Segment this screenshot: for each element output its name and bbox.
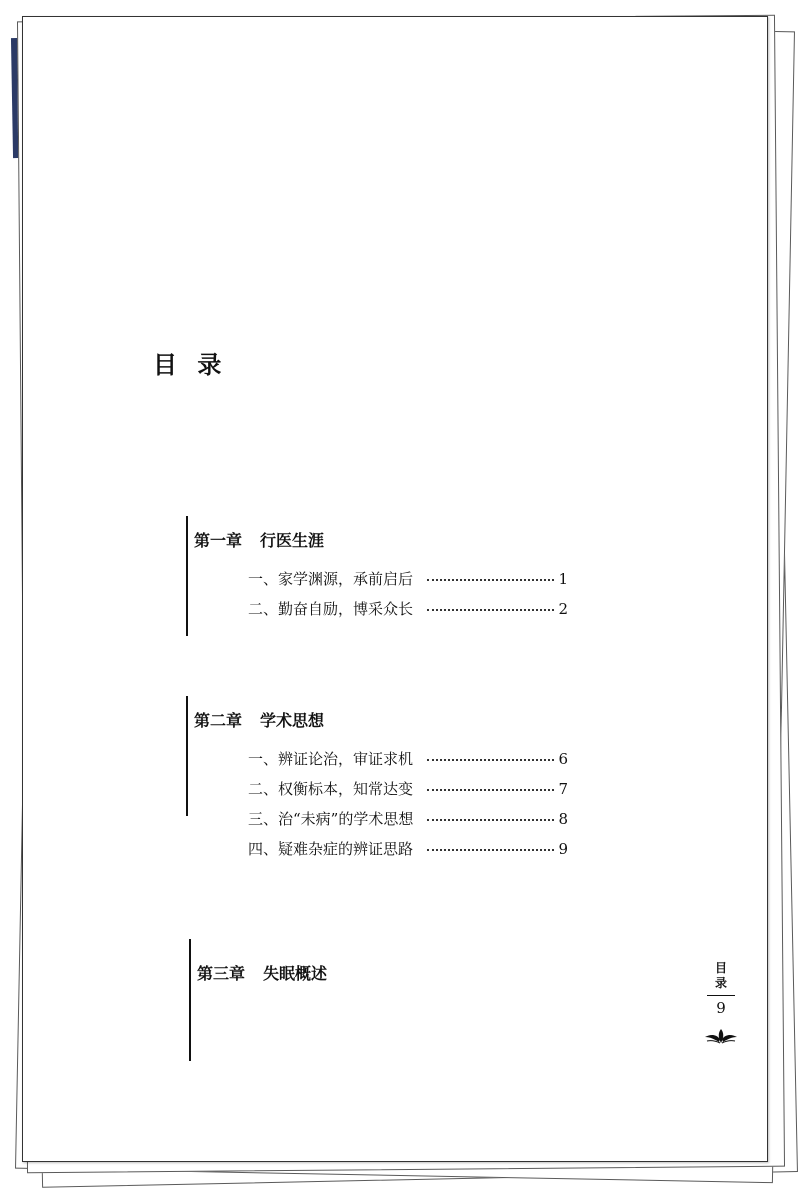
toc-entry-page: 2: [558, 600, 568, 618]
chapter-section: [186, 696, 606, 858]
dot-leader: [427, 781, 554, 791]
toc-entry-list: [248, 748, 568, 868]
running-head-char: 录: [714, 976, 727, 990]
toc-entry-page: 7: [558, 780, 568, 798]
toc-entry[interactable]: [248, 778, 568, 808]
toc-entry-label: 二、权衡标本，知常达变: [248, 780, 414, 798]
toc-entry-page: 9: [558, 840, 568, 858]
chapter-heading[interactable]: [194, 528, 324, 551]
chapter-title: 学术思想: [260, 711, 325, 730]
toc-entry-label: 二、勤奋自励，博采众长: [248, 600, 414, 618]
chapter-rule: [189, 939, 191, 1061]
toc-entry[interactable]: [248, 598, 568, 628]
toc-title: 目 录: [153, 351, 228, 379]
toc-entry[interactable]: [248, 568, 568, 598]
toc-entry[interactable]: [248, 838, 568, 868]
running-head-rule: [707, 995, 735, 996]
toc-entry[interactable]: [248, 808, 568, 838]
toc-entry-label: 四、疑难杂症的辨证思路: [248, 840, 414, 858]
toc-entry-page: 6: [558, 750, 568, 768]
running-head: [703, 961, 739, 1045]
toc-entry-page: 8: [558, 810, 568, 828]
chapter-number: 第三章: [197, 964, 246, 983]
floral-ornament-icon: [703, 1027, 739, 1045]
running-head-char: 目: [714, 961, 727, 975]
dot-leader: [427, 571, 554, 581]
dot-leader: [427, 841, 554, 851]
chapter-rule: [186, 516, 188, 636]
toc-entry-label: 三、治“未病”的学术思想: [248, 810, 414, 828]
chapter-section: [189, 939, 609, 1061]
chapter-section: [186, 516, 606, 636]
chapter-heading[interactable]: [194, 708, 324, 731]
chapter-number: 第二章: [194, 711, 243, 730]
toc-entry-page: 1: [558, 570, 568, 588]
chapter-heading[interactable]: [197, 961, 327, 984]
dot-leader: [427, 601, 554, 611]
toc-entry-label: 一、家学渊源，承前启后: [248, 570, 414, 588]
chapter-title: 行医生涯: [260, 531, 325, 550]
dot-leader: [427, 751, 554, 761]
toc-entry[interactable]: [248, 748, 568, 778]
toc-entry-list: [248, 568, 568, 628]
chapter-title: 失眠概述: [263, 964, 328, 983]
toc-page: [22, 16, 768, 1162]
toc-entry-label: 一、辨证论治，审证求机: [248, 750, 414, 768]
page-number: 9: [716, 999, 726, 1017]
dot-leader: [427, 811, 554, 821]
chapter-rule: [186, 696, 188, 816]
chapter-number: 第一章: [194, 531, 243, 550]
